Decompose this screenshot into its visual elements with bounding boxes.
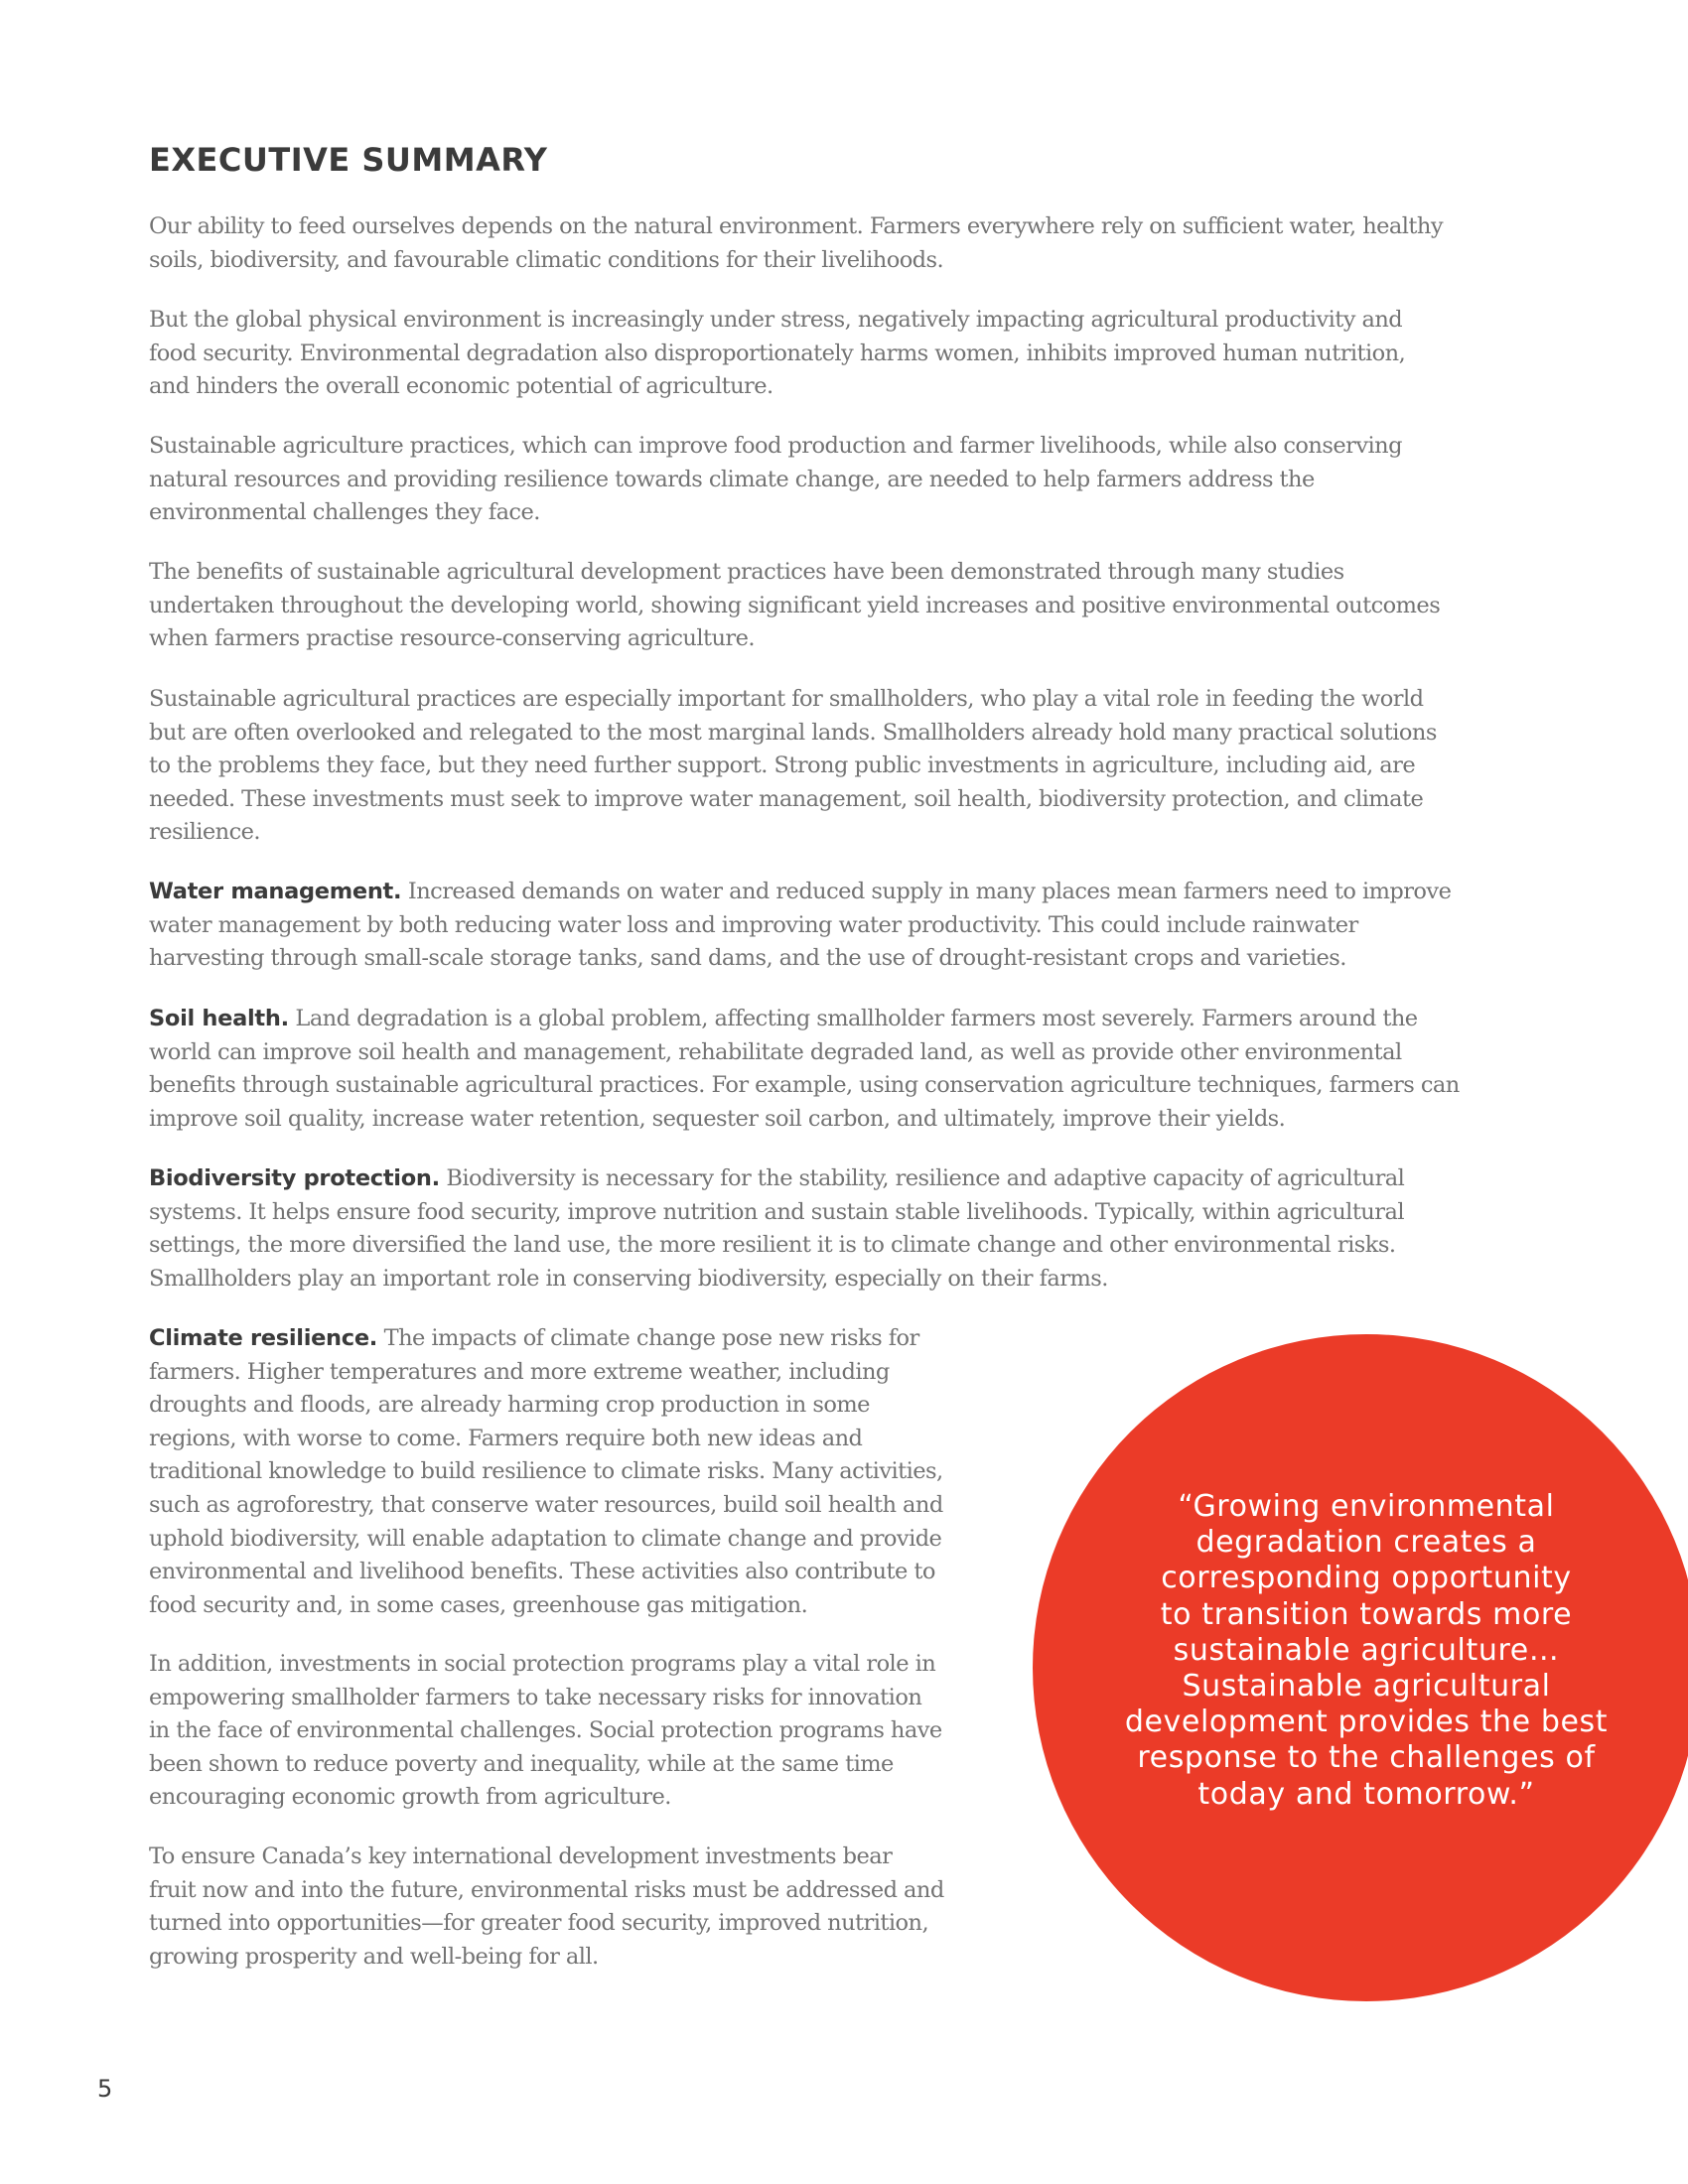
text-line: when farmers practise resource-conserving agriculture. [149, 625, 755, 652]
text-line: encouraging economic growth from agriculture. [149, 1784, 671, 1811]
intro-paragraph-1 [149, 210, 1559, 277]
text-line: traditional knowledge to build resilience to climate risks. Many activities, [149, 1458, 943, 1485]
section-climate-resilience [149, 1322, 1013, 1622]
text-line: resilience. [149, 819, 261, 846]
text-line: But the global physical environment is increasingly under stress, negatively impacting agricultural productivity and [149, 307, 1403, 333]
quote-line: response to the challenges of [1137, 1740, 1596, 1776]
intro-paragraph-3 [149, 430, 1559, 530]
closing-paragraph-2 [149, 1841, 1013, 1974]
text-line: farmers. Higher temperatures and more extreme weather, including [149, 1358, 890, 1385]
text-line: improve soil quality, increase water retention, sequester soil carbon, and ultimately, improve their yields. [149, 1105, 1286, 1132]
text-line: environmental and livelihood benefits. These activities also contribute to [149, 1559, 935, 1585]
text-line: droughts and floods, are already harming crop production in some [149, 1392, 870, 1419]
quote-line: Sustainable agricultural [1182, 1669, 1551, 1705]
text-line: growing prosperity and well-being for all. [149, 1943, 599, 1970]
text-line: Increased demands on water and reduced supply in many places mean farmers need to improve [401, 879, 1452, 904]
text-line: harvesting through small-scale storage tanks, sand dams, and the use of drought-resistant crops and varieties. [149, 945, 1346, 972]
closing-paragraph-1 [149, 1648, 1013, 1815]
text-line: in the face of environmental challenges. Social protection programs have [149, 1717, 942, 1744]
section-water-management [149, 876, 1559, 976]
text-line: undertaken throughout the developing world, showing significant yield increases and positive environmental outcomes [149, 592, 1441, 618]
text-line: Land degradation is a global problem, affecting smallholder farmers most severely. Farmers around the [288, 1006, 1418, 1031]
text-line: world can improve soil health and management, rehabilitate degraded land, as well as provide other environmental [149, 1038, 1402, 1065]
text-line: needed. These investments must seek to improve water management, soil health, biodiversity protection, and climate [149, 785, 1424, 812]
text-line: To ensure Canada’s key international development investments bear [149, 1843, 893, 1869]
section-biodiversity-protection [149, 1162, 1559, 1296]
text-line: turned into opportunities—for greater food security, improved nutrition, [149, 1910, 929, 1937]
intro-paragraph-5 [149, 683, 1559, 850]
quote-line: sustainable agriculture… [1173, 1632, 1560, 1668]
quote-line: to transition towards more [1160, 1596, 1573, 1632]
text-line: soils, biodiversity, and favourable climatic conditions for their livelihoods. [149, 246, 944, 273]
text-line: empowering smallholder farmers to take necessary risks for innovation [149, 1684, 922, 1710]
quote-line: development provides the best [1124, 1705, 1609, 1740]
quote-line: today and tomorrow.” [1197, 1776, 1535, 1812]
quote-line: degradation creates a [1196, 1525, 1537, 1561]
text-line: The benefits of sustainable agricultural development practices have been demonstrated through many studies [149, 559, 1344, 585]
text-line: Sustainable agricultural practices are especially important for smallholders, who play a vital role in feeding the world [149, 686, 1424, 712]
intro-paragraph-2 [149, 304, 1559, 404]
page-title: EXECUTIVE SUMMARY [149, 141, 548, 179]
section-heading: Climate resilience. [149, 1325, 378, 1351]
quote-line: corresponding opportunity [1161, 1561, 1572, 1596]
text-line: food security. Environmental degradation also disproportionately harms women, inhibits improved human nutrition, [149, 340, 1406, 366]
text-line: benefits through sustainable agricultural practices. For example, using conservation agriculture techniques, farmers can [149, 1072, 1460, 1099]
text-line: environmental challenges they face. [149, 499, 540, 526]
text-line: settings, the more diversified the land use, the more resilient it is to climate change and other environmental risks. [149, 1232, 1396, 1259]
text-line: and hinders the overall economic potential of agriculture. [149, 373, 774, 400]
text-line: uphold biodiversity, will enable adaptation to climate change and provide [149, 1525, 942, 1552]
text-line: fruit now and into the future, environmental risks must be addressed and [149, 1876, 944, 1903]
section-soil-health [149, 1003, 1559, 1136]
text-line: Our ability to feed ourselves depends on the natural environment. Farmers everywhere rely on sufficient water, healthy [149, 213, 1443, 239]
intro-paragraph-4 [149, 556, 1559, 656]
text-line: water management by both reducing water loss and improving water productivity. This could include rainwater [149, 911, 1358, 938]
text-line: to the problems they face, but they need further support. Strong public investments in agriculture, including aid, are [149, 752, 1416, 779]
text-line: been shown to reduce poverty and inequality, while at the same time [149, 1750, 894, 1777]
text-line: food security and, in some cases, greenhouse gas mitigation. [149, 1591, 808, 1618]
text-line: natural resources and providing resilience towards climate change, are needed to help farmers address the [149, 466, 1315, 492]
text-line: In addition, investments in social protection programs play a vital role in [149, 1651, 936, 1677]
text-line: such as agroforestry, that conserve water resources, build soil health and [149, 1491, 943, 1518]
pull-quote [1033, 1489, 1688, 1813]
section-heading: Biodiversity protection. [149, 1165, 440, 1191]
section-heading: Soil health. [149, 1006, 289, 1031]
text-line: Sustainable agriculture practices, which can improve food production and farmer livelihoods, while also conserving [149, 433, 1402, 459]
text-line: Smallholders play an important role in conserving biodiversity, especially on their farms. [149, 1265, 1108, 1292]
quote-line: “Growing environmental [1178, 1489, 1555, 1524]
text-line: regions, with worse to come. Farmers require both new ideas and [149, 1425, 863, 1451]
text-line: but are often overlooked and relegated to the most marginal lands. Smallholders already hold many practical solutions [149, 719, 1437, 746]
text-line: The impacts of climate change pose new risks for [377, 1325, 919, 1351]
text-line: systems. It helps ensure food security, improve nutrition and sustain stable livelihoods. Typically, within agricultural [149, 1198, 1404, 1225]
section-heading: Water management. [149, 879, 402, 904]
page-number: 5 [97, 2075, 113, 2103]
text-line: Biodiversity is necessary for the stability, resilience and adaptive capacity of agricultural [439, 1165, 1405, 1191]
